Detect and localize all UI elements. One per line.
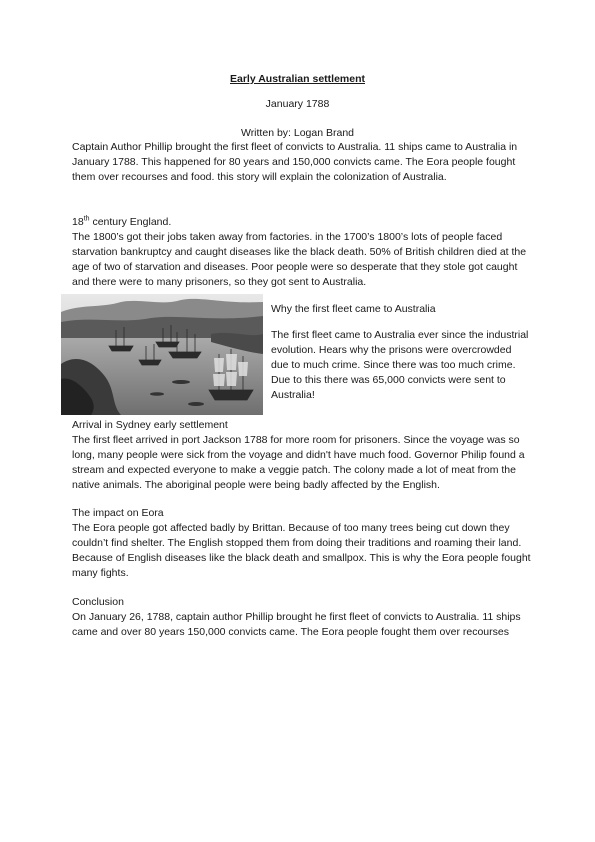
- section-england-heading-suffix: century England.: [89, 216, 172, 228]
- intro-text: Captain Author Phillip brought the first fleet of convicts to Australia. 11 ships came to Australia in January 1788. This happened for 80 years and 150,000 convicts came. The Eora people fought them over recourses and food. this story will explain the colonization of Australia.: [72, 141, 518, 184]
- section-england: [72, 215, 532, 290]
- section-arrival-heading: Arrival in Sydney early settlement: [72, 419, 228, 431]
- section-conclusion: [72, 595, 532, 640]
- document-date: January 1788: [265, 98, 330, 110]
- section-england-heading-sup: th: [83, 215, 90, 223]
- section-impact: [72, 506, 532, 581]
- section-conclusion-heading: Conclusion: [72, 596, 124, 608]
- first-fleet-harbour-image: [61, 294, 263, 415]
- section-why: [271, 302, 531, 414]
- section-arrival-body: The first fleet arrived in port Jackson 1788 for more room for prisoners. Since the voyage was so long, many people were sick from the voyage and didn't have much food. Governor Philip found a stream and expected everyone to make a veggie patch. The colony made a lot of meat from the native animals. The aboriginal people were being badly affected by the English.: [72, 434, 525, 492]
- intro-paragraph: [72, 140, 532, 185]
- author-line: Written by: Logan Brand: [240, 127, 355, 139]
- section-england-heading: [72, 215, 532, 230]
- section-why-body: The first fleet came to Australia ever since the industrial evolution. Hears why the prisons were overcrowded due to much crime. Since there was too much crime. Due to this there was 65,000 convicts were sent to Australia!: [271, 328, 529, 401]
- section-impact-body: The Eora people got affected badly by Brittan. Because of too many trees being cut down they couldn’t find shelter. The English stopped them from doing their traditions and roaming their land. Because of English diseases like the black death and smallpox. This is why the Eora people fought many fights.: [72, 522, 531, 580]
- section-why-heading: Why the first fleet came to Australia: [271, 303, 436, 315]
- section-impact-heading: The impact on Eora: [72, 507, 164, 519]
- section-conclusion-body: On January 26, 1788, captain author Phillip brought he first fleet of convicts to Australia. 11 ships came and over 80 years 150,000 convicts came. The Eora people fought them over recourses: [72, 611, 521, 639]
- section-england-body: The 1800’s got their jobs taken away from factories. in the 1700’s 1800’s lots of people faced starvation bankruptcy and caught diseases like the black death. 50% of British children died at the age of two of starvation and diseases. Poor people were so desperate that they stole got caught and there were to many prisoners, so they got sent to Australia.: [72, 231, 527, 289]
- document-title: Early Australian settlement: [230, 73, 365, 85]
- section-england-heading-prefix: 18: [72, 216, 84, 228]
- section-arrival: [72, 418, 532, 493]
